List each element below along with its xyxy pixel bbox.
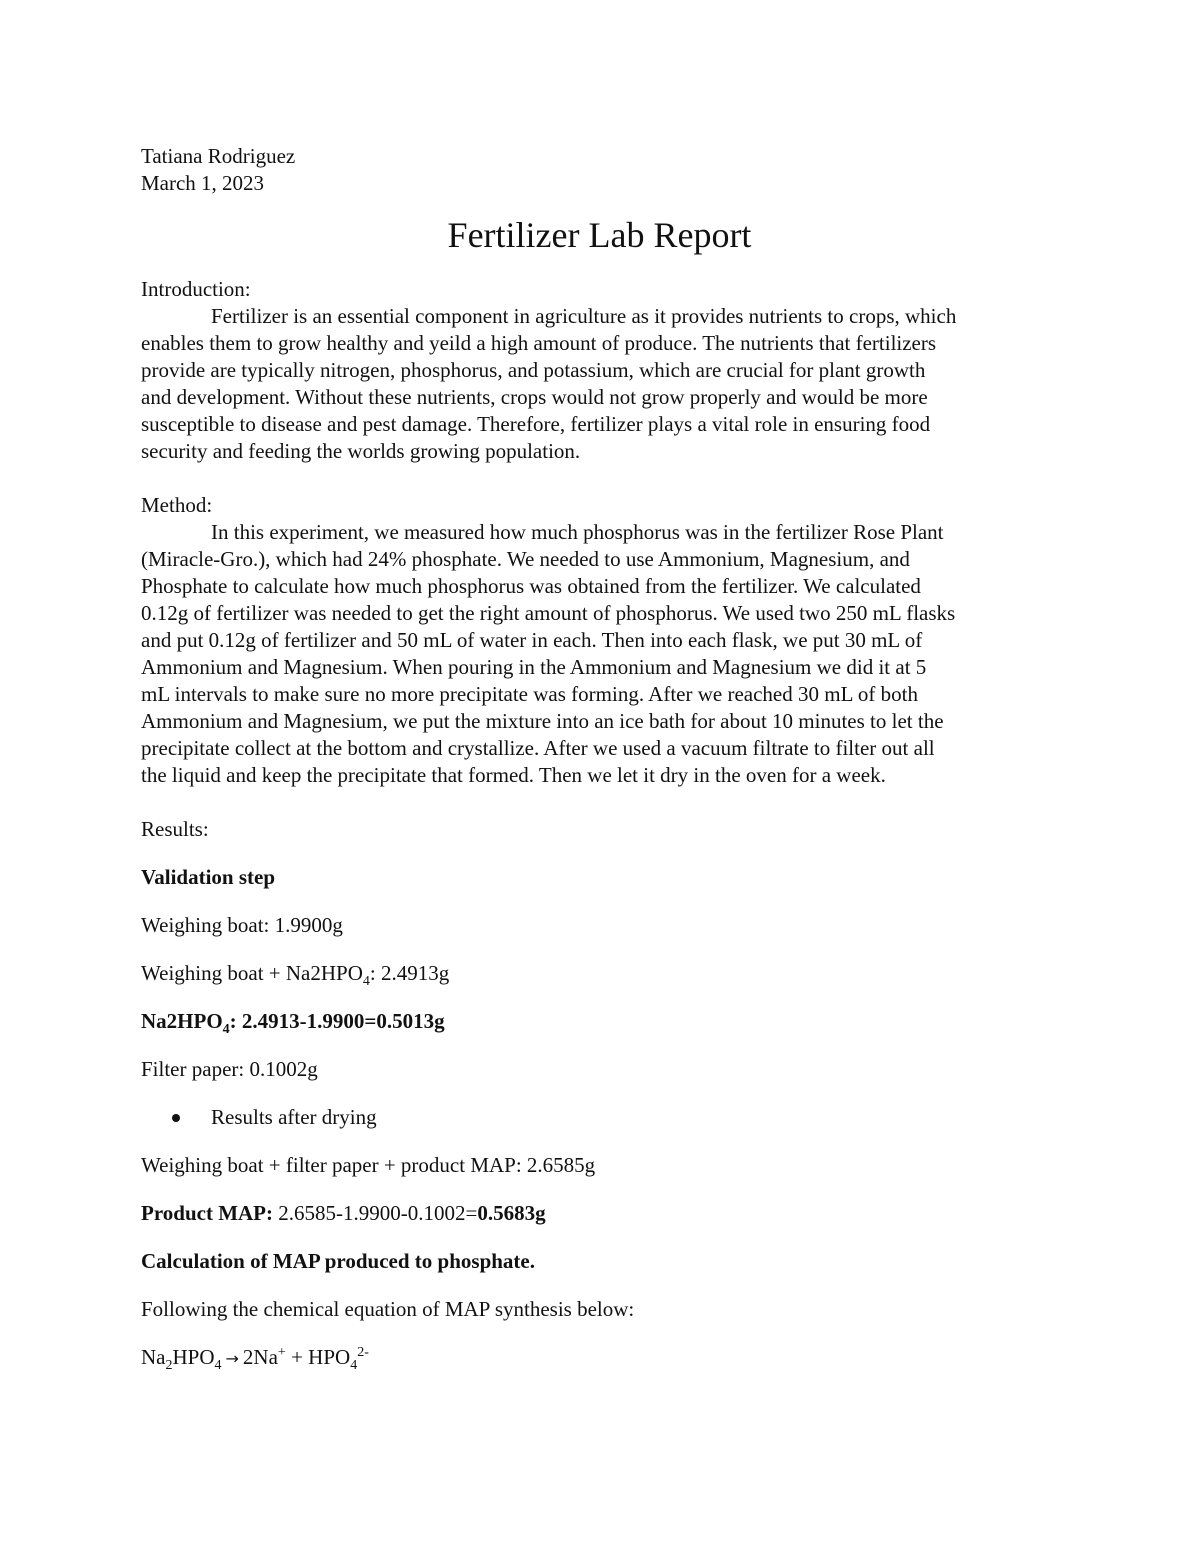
bullet-text: Results after drying: [211, 1105, 377, 1129]
boat-filter-product-mass: Weighing boat + filter paper + product MAP: 2.6585g: [141, 1153, 596, 1177]
spacer: [141, 789, 1071, 816]
equation-2na: 2Na: [242, 1345, 278, 1369]
subscript-2: 2: [165, 1358, 173, 1374]
introduction-line: provide are typically nitrogen, phosphorus, and potassium, which are crucial for plant growth: [141, 358, 926, 382]
product-map-expression: 2.6585-1.9900-0.1002=: [273, 1201, 478, 1225]
subscript-4: 4: [222, 1022, 230, 1038]
boat-plus-na2hpo4-value: : 2.4913g: [369, 961, 450, 985]
method-line: mL intervals to make sure no more precipitate was forming. After we reached 30 mL of both: [141, 682, 918, 706]
product-map-label: Product MAP:: [141, 1201, 273, 1225]
boat-plus-na2hpo4-label: Weighing boat + Na2HPO: [141, 961, 363, 985]
na2hpo4-calculation: [141, 1008, 1071, 1038]
superscript-plus: +: [277, 1345, 286, 1360]
method-line: precipitate collect at the bottom and crystallize. After we used a vacuum filtrate to filter out all: [141, 736, 935, 760]
equation-plus-hpo: + HPO: [285, 1345, 351, 1369]
filter-paper-mass: Filter paper: 0.1002g: [141, 1057, 318, 1081]
superscript-charge: 2-: [357, 1345, 369, 1360]
bullet-list-item: [141, 1104, 1071, 1131]
results-heading: Results:: [141, 817, 209, 841]
introduction-paragraph: [141, 303, 1071, 465]
report-title: Fertilizer Lab Report: [447, 215, 752, 255]
introduction-heading: Introduction:: [141, 277, 251, 301]
introduction-line: security and feeding the worlds growing population.: [141, 439, 581, 463]
method-heading: Method:: [141, 493, 213, 517]
subscript-4: 4: [214, 1358, 222, 1374]
introduction-line: and development. Without these nutrients, crops would not grow properly and would be more: [141, 385, 928, 409]
report-date: March 1, 2023: [141, 171, 265, 195]
equation-na: Na: [141, 1345, 166, 1369]
method-paragraph: [141, 519, 1071, 789]
method-line: (Miracle-Gro.), which had 24% phosphate. We needed to use Ammonium, Magnesium, and: [141, 547, 910, 571]
equation-intro: Following the chemical equation of MAP synthesis below:: [141, 1297, 635, 1321]
method-line: Ammonium and Magnesium, we put the mixture into an ice bath for about 10 minutes to let the: [141, 709, 944, 733]
method-line: and put 0.12g of fertilizer and 50 mL of water in each. Then into each flask, we put 30 mL of: [141, 628, 923, 652]
method-line: 0.12g of fertilizer was needed to get the right amount of phosphorus. We used two 250 mL flasks: [141, 601, 956, 625]
product-map-calculation: [141, 1200, 1071, 1227]
method-line: In this experiment, we measured how much phosphorus was in the fertilizer Rose Plant: [211, 520, 944, 544]
subscript-4: 4: [362, 974, 370, 990]
author-name: Tatiana Rodriguez: [141, 144, 296, 168]
document-page: [141, 143, 1071, 1393]
bullet-icon: [172, 1114, 180, 1122]
introduction-line: enables them to grow healthy and yeild a high amount of produce. The nutrients that fertilizers: [141, 331, 937, 355]
calculation-heading: Calculation of MAP produced to phosphate.: [141, 1249, 535, 1273]
introduction-line: susceptible to disease and pest damage. Therefore, fertilizer plays a vital role in ensuring food: [141, 412, 931, 436]
product-map-value: 0.5683g: [477, 1201, 546, 1225]
method-line: Ammonium and Magnesium. When pouring in the Ammonium and Magnesium we did it at 5: [141, 655, 927, 679]
na2hpo4-value: : 2.4913-1.9900=0.5013g: [229, 1009, 445, 1033]
introduction-line: Fertilizer is an essential component in agriculture as it provides nutrients to crops, which: [211, 304, 957, 328]
chemical-equation: [141, 1344, 1071, 1372]
na2hpo4-label: Na2HPO: [141, 1009, 223, 1033]
subscript-4: 4: [350, 1358, 358, 1374]
reaction-arrow-icon: →: [225, 1349, 239, 1368]
weighing-boat-mass: Weighing boat: 1.9900g: [141, 913, 343, 937]
method-line: the liquid and keep the precipitate that formed. Then we let it dry in the oven for a week.: [141, 763, 886, 787]
validation-step-heading: Validation step: [141, 865, 276, 889]
spacer: [141, 465, 1071, 492]
method-line: Phosphate to calculate how much phosphorus was obtained from the fertilizer. We calculated: [141, 574, 921, 598]
equation-hpo: HPO: [172, 1345, 215, 1369]
boat-plus-na2hpo4-mass: [141, 960, 1071, 990]
